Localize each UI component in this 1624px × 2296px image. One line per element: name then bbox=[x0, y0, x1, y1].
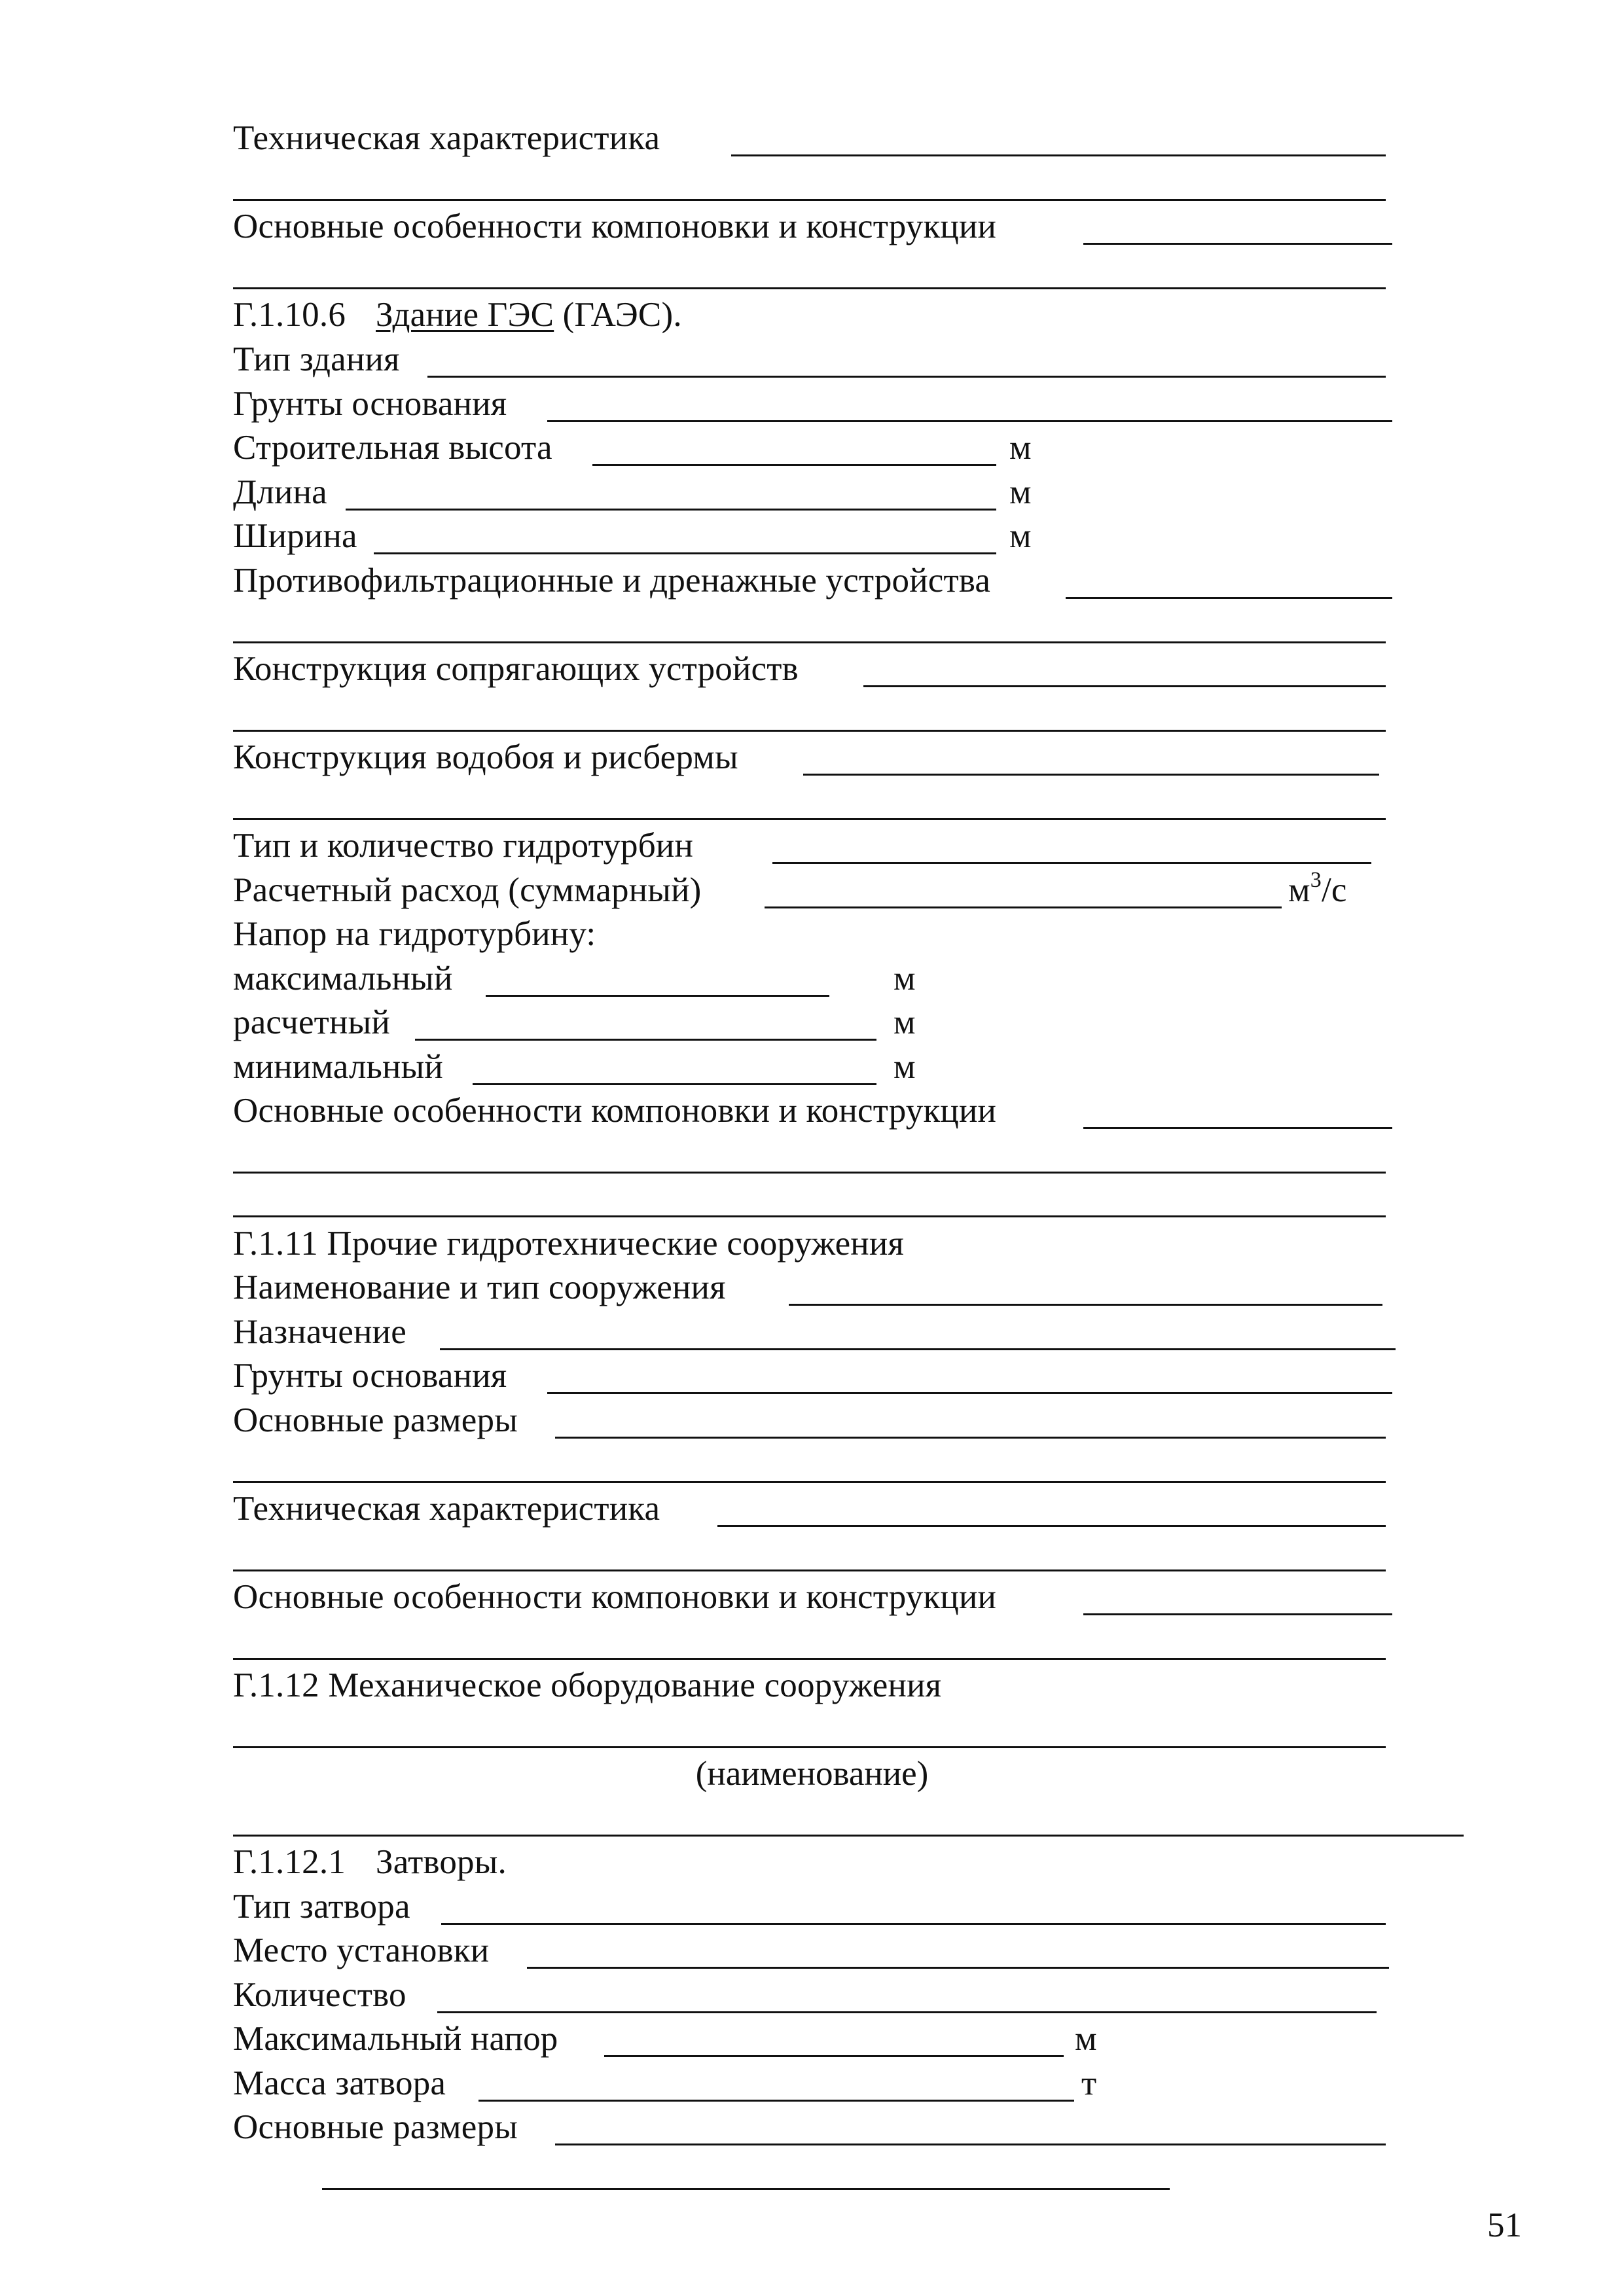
section-number: Г.1.10.6 bbox=[233, 296, 346, 334]
continuation-blank[interactable] bbox=[233, 1481, 1386, 1483]
width-label: Ширина bbox=[233, 517, 357, 555]
quantity-label: Количество bbox=[233, 1976, 406, 2014]
main-dims-label: Основные размеры bbox=[233, 2108, 518, 2146]
equipment-name-blank[interactable] bbox=[233, 1746, 1386, 1748]
coupling-label: Конструкция сопрягающих устройств bbox=[233, 650, 799, 688]
tech-char-label: Техническая характеристика bbox=[233, 1490, 660, 1528]
install-place-label: Место установки bbox=[233, 1931, 490, 1969]
continuation-blank[interactable] bbox=[233, 287, 1386, 289]
main-dims-blank[interactable] bbox=[555, 2144, 1386, 2145]
unit-ton: т bbox=[1081, 2064, 1097, 2102]
name-caption: (наименование) bbox=[695, 1755, 929, 1793]
layout-features-label: Основные особенности компоновки и конструкции bbox=[233, 1092, 997, 1130]
tech-char-blank[interactable] bbox=[731, 154, 1386, 156]
unit-meter: м bbox=[893, 1003, 916, 1041]
turbines-label: Тип и количество гидротурбин bbox=[233, 827, 694, 865]
discharge-blank[interactable] bbox=[765, 906, 1282, 908]
layout-features-blank[interactable] bbox=[1083, 1127, 1392, 1129]
unit-meter: м bbox=[1009, 429, 1032, 467]
gate-mass-label: Масса затвора bbox=[233, 2064, 446, 2102]
gate-mass-blank[interactable] bbox=[478, 2100, 1074, 2102]
build-height-blank[interactable] bbox=[592, 464, 996, 466]
continuation-blank[interactable] bbox=[233, 1570, 1386, 1571]
length-label: Длина bbox=[233, 473, 327, 511]
purpose-blank[interactable] bbox=[440, 1348, 1396, 1350]
stilling-basin-label: Конструкция водобоя и рисбермы bbox=[233, 738, 738, 776]
section-suffix: (ГАЭС). bbox=[554, 296, 682, 334]
continuation-blank[interactable] bbox=[233, 641, 1386, 643]
section-title: Затворы. bbox=[376, 1843, 507, 1881]
install-place-blank[interactable] bbox=[527, 1967, 1389, 1969]
unit-meter: м bbox=[893, 1048, 916, 1086]
head-min-label: минимальный bbox=[233, 1048, 443, 1086]
tech-char-blank[interactable] bbox=[717, 1525, 1386, 1527]
foundation-soils-label: Грунты основания bbox=[233, 385, 507, 423]
layout-features-blank[interactable] bbox=[1083, 1613, 1392, 1615]
continuation-blank[interactable] bbox=[233, 199, 1386, 201]
unit-meter: м bbox=[1009, 517, 1032, 555]
continuation-blank[interactable] bbox=[233, 818, 1386, 820]
head-design-label: расчетный bbox=[233, 1003, 390, 1041]
anti-filtration-label: Противофильтрационные и дренажные устройства bbox=[233, 562, 991, 600]
head-max-label: максимальный bbox=[233, 960, 453, 997]
building-type-label: Тип здания bbox=[233, 340, 400, 378]
head-design-blank[interactable] bbox=[415, 1039, 876, 1041]
max-head-blank[interactable] bbox=[604, 2055, 1064, 2057]
layout-features-blank[interactable] bbox=[1083, 243, 1392, 245]
name-type-label: Наименование и тип сооружения bbox=[233, 1268, 726, 1306]
name-type-blank[interactable] bbox=[789, 1304, 1382, 1306]
continuation-blank[interactable] bbox=[233, 1172, 1386, 1174]
gate-type-label: Тип затвора bbox=[233, 1888, 410, 1926]
foundation-soils-blank[interactable] bbox=[547, 420, 1392, 422]
stilling-basin-blank[interactable] bbox=[803, 774, 1379, 776]
continuation-blank[interactable] bbox=[233, 1835, 1464, 1837]
unit-meter: м bbox=[893, 960, 916, 997]
width-blank[interactable] bbox=[374, 552, 996, 554]
page-number: 51 bbox=[1487, 2206, 1522, 2244]
head-max-blank[interactable] bbox=[486, 995, 829, 997]
continuation-blank[interactable] bbox=[233, 730, 1386, 732]
main-dims-label: Основные размеры bbox=[233, 1401, 518, 1439]
turbines-blank[interactable] bbox=[772, 862, 1371, 864]
foundation-soils-label: Грунты основания bbox=[233, 1357, 507, 1395]
unit-discharge: $м^3/с$ bbox=[1288, 868, 1347, 909]
section-title: Здание ГЭС bbox=[376, 296, 554, 334]
max-head-label: Максимальный напор bbox=[233, 2020, 558, 2058]
continuation-blank[interactable] bbox=[233, 1658, 1386, 1660]
tech-char-label: Техническая характеристика bbox=[233, 119, 660, 157]
section-number: Г.1.12.1 bbox=[233, 1843, 346, 1881]
section-heading: Г.1.12 Механическое оборудование сооружения bbox=[233, 1666, 942, 1704]
foundation-soils-blank[interactable] bbox=[547, 1392, 1392, 1394]
head-title: Напор на гидротурбину: bbox=[233, 915, 596, 953]
layout-features-label: Основные особенности компоновки и конструкции bbox=[233, 207, 997, 245]
continuation-blank[interactable] bbox=[233, 1215, 1386, 1217]
section-heading bbox=[233, 1842, 507, 1882]
section-heading: Г.1.11 Прочие гидротехнические сооружения bbox=[233, 1225, 905, 1263]
continuation-blank[interactable] bbox=[322, 2188, 1170, 2190]
unit-meter: м bbox=[1009, 473, 1032, 511]
quantity-blank[interactable] bbox=[437, 2011, 1377, 2013]
section-heading bbox=[233, 295, 682, 334]
purpose-label: Назначение bbox=[233, 1313, 406, 1351]
main-dims-blank[interactable] bbox=[555, 1437, 1386, 1439]
unit-meter: м bbox=[1075, 2020, 1097, 2058]
coupling-blank[interactable] bbox=[863, 685, 1386, 687]
layout-features-label: Основные особенности компоновки и конструкции bbox=[233, 1578, 997, 1616]
head-min-blank[interactable] bbox=[473, 1083, 876, 1085]
length-blank[interactable] bbox=[346, 509, 996, 511]
gate-type-blank[interactable] bbox=[441, 1923, 1386, 1925]
discharge-label: Расчетный расход (суммарный) bbox=[233, 871, 702, 909]
building-type-blank[interactable] bbox=[427, 376, 1386, 378]
anti-filtration-blank[interactable] bbox=[1066, 597, 1392, 599]
build-height-label: Строительная высота bbox=[233, 429, 552, 467]
